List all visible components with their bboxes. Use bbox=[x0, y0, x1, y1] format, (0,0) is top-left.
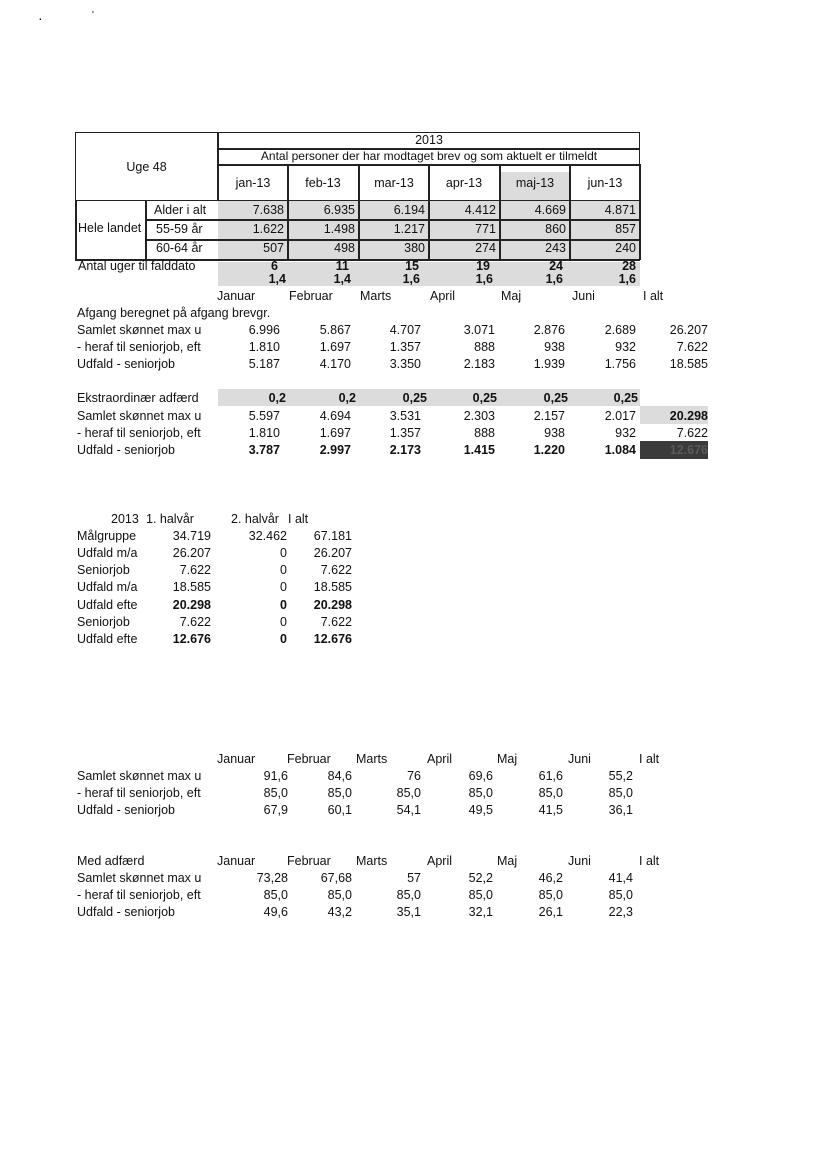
col-header: April bbox=[430, 289, 456, 303]
cell: 12.676 bbox=[172, 632, 211, 646]
row-label: Alder i alt bbox=[154, 203, 207, 217]
cell: 7.622 bbox=[676, 340, 708, 354]
cell: 20.298 bbox=[313, 598, 352, 612]
weeks-cell: 11 bbox=[335, 259, 349, 273]
cell: 12.676 bbox=[313, 632, 352, 646]
cell: 6.194 bbox=[393, 203, 425, 217]
cell: 32.462 bbox=[248, 529, 287, 543]
cell: 1.217 bbox=[393, 222, 425, 236]
cell: 41,5 bbox=[538, 803, 563, 817]
cell: 4.871 bbox=[604, 203, 636, 217]
row-label: Samlet skønnet max u bbox=[77, 323, 202, 337]
cell: 12.676 bbox=[669, 443, 708, 457]
cell: 380 bbox=[404, 241, 425, 255]
row-label: Seniorjob bbox=[77, 615, 130, 629]
row-label: Udfald m/a bbox=[77, 580, 138, 594]
cell: 2.997 bbox=[319, 443, 351, 457]
col-header: April bbox=[427, 854, 453, 868]
col-header: Januar bbox=[217, 854, 256, 868]
col-header: Februar bbox=[289, 289, 333, 303]
cell: 1.810 bbox=[248, 340, 280, 354]
cell: 7.622 bbox=[179, 615, 211, 629]
cell: 3.071 bbox=[463, 323, 495, 337]
cell: 61,6 bbox=[538, 769, 563, 783]
cell: 34.719 bbox=[172, 529, 211, 543]
month-header: apr-13 bbox=[445, 176, 483, 190]
cell: 67.181 bbox=[313, 529, 352, 543]
cell: 85,0 bbox=[396, 888, 421, 902]
cell: 938 bbox=[544, 426, 565, 440]
cell: 18.585 bbox=[669, 357, 708, 371]
col-header: Marts bbox=[360, 289, 392, 303]
summary-header: 2013 bbox=[111, 512, 139, 526]
row-label: Seniorjob bbox=[77, 563, 130, 577]
cell: 85,0 bbox=[263, 786, 288, 800]
cell: 55,2 bbox=[608, 769, 633, 783]
row-label: Målgruppe bbox=[77, 529, 137, 543]
month-header: jan-13 bbox=[235, 176, 271, 190]
table-subtitle: Antal personer der har modtaget brev og som aktuelt er tilmeldt bbox=[260, 149, 598, 163]
cell: 2.017 bbox=[604, 409, 636, 423]
cell: 857 bbox=[615, 222, 636, 236]
factor-cell: 0,25 bbox=[543, 391, 568, 405]
scan-tick-mark: ' bbox=[92, 10, 94, 21]
cell: 52,2 bbox=[468, 871, 493, 885]
col-header: Juni bbox=[572, 289, 595, 303]
cell: 26.207 bbox=[669, 323, 708, 337]
cell: 32,1 bbox=[468, 905, 493, 919]
cell: 7.638 bbox=[252, 203, 284, 217]
row-label: Udfald efte bbox=[77, 632, 138, 646]
week-label: Uge 48 bbox=[126, 160, 167, 174]
row-label: Udfald m/a bbox=[77, 546, 138, 560]
row-label: Samlet skønnet max u bbox=[77, 871, 202, 885]
factor-cell: 0,2 bbox=[268, 391, 286, 405]
cell: 26,1 bbox=[538, 905, 563, 919]
cell: 57 bbox=[407, 871, 421, 885]
row-label: Udfald - seniorjob bbox=[77, 905, 175, 919]
cell: 888 bbox=[474, 340, 495, 354]
cell: 860 bbox=[545, 222, 566, 236]
scan-dot-mark: · bbox=[38, 10, 43, 26]
cell: 507 bbox=[263, 241, 284, 255]
summary-header: I alt bbox=[288, 512, 309, 526]
cell: 26.207 bbox=[172, 546, 211, 560]
row-label: - heraf til seniorjob, eft bbox=[77, 786, 201, 800]
cell: 20.298 bbox=[172, 598, 211, 612]
year-header: 2013 bbox=[415, 133, 443, 147]
col-header: Februar bbox=[287, 854, 331, 868]
row-label: 55-59 år bbox=[156, 222, 203, 236]
cell: 3.350 bbox=[389, 357, 421, 371]
row-label: Udfald - seniorjob bbox=[77, 357, 175, 371]
cell: 85,0 bbox=[396, 786, 421, 800]
cell: 1.939 bbox=[533, 357, 565, 371]
weeks-cell: 6 bbox=[271, 259, 278, 273]
cell: 85,0 bbox=[538, 786, 563, 800]
cell: 67,68 bbox=[320, 871, 352, 885]
col-header: I alt bbox=[639, 752, 660, 766]
cell: 3.531 bbox=[389, 409, 421, 423]
row-divider-1 bbox=[145, 219, 640, 221]
cell: 498 bbox=[334, 241, 355, 255]
col-header: Maj bbox=[497, 854, 518, 868]
cell: 49,6 bbox=[263, 905, 288, 919]
cell: 2.303 bbox=[463, 409, 495, 423]
cell: 85,0 bbox=[327, 786, 352, 800]
cell: 4.412 bbox=[464, 203, 496, 217]
cell: 49,5 bbox=[468, 803, 493, 817]
cell: 85,0 bbox=[608, 888, 633, 902]
cell: 35,1 bbox=[396, 905, 421, 919]
cell: 54,1 bbox=[396, 803, 421, 817]
section-note: Afgang beregnet på afgang brevgr. bbox=[77, 306, 271, 320]
cell: 4.707 bbox=[389, 323, 421, 337]
cell: 43,2 bbox=[327, 905, 352, 919]
factor-cell: 1,6 bbox=[545, 272, 563, 286]
cell: 85,0 bbox=[538, 888, 563, 902]
cell: 18.585 bbox=[172, 580, 211, 594]
summary-header: 1. halvår bbox=[146, 512, 194, 526]
cell: 26.207 bbox=[313, 546, 352, 560]
cell: 1.220 bbox=[533, 443, 565, 457]
row-label: - heraf til seniorjob, eft bbox=[77, 888, 201, 902]
month-header: maj-13 bbox=[515, 176, 555, 190]
cell: 22,3 bbox=[608, 905, 633, 919]
cell: 4.669 bbox=[534, 203, 566, 217]
cell: 85,0 bbox=[263, 888, 288, 902]
cell: 5.597 bbox=[248, 409, 280, 423]
data-left-line bbox=[75, 200, 77, 260]
cell: 85,0 bbox=[327, 888, 352, 902]
cell: 6.935 bbox=[323, 203, 355, 217]
cell: 932 bbox=[615, 426, 636, 440]
cell: 1.697 bbox=[319, 340, 351, 354]
row-label: Udfald efte bbox=[77, 598, 138, 612]
cell: 0 bbox=[280, 580, 287, 594]
cell: 84,6 bbox=[327, 769, 352, 783]
col-header: Juni bbox=[568, 752, 591, 766]
cell: 274 bbox=[475, 241, 496, 255]
factor-cell: 1,6 bbox=[618, 272, 636, 286]
section-label: Ekstraordinær adfærd bbox=[77, 391, 199, 405]
cell: 1.622 bbox=[252, 222, 284, 236]
cell: 69,6 bbox=[468, 769, 493, 783]
cell: 20.298 bbox=[669, 409, 708, 423]
cell: 3.787 bbox=[248, 443, 280, 457]
factor-cell: 0,25 bbox=[472, 391, 497, 405]
col-header: Marts bbox=[356, 854, 388, 868]
cell: 4.694 bbox=[319, 409, 351, 423]
col-header: April bbox=[427, 752, 453, 766]
cell: 7.622 bbox=[320, 563, 352, 577]
cell: 4.170 bbox=[319, 357, 351, 371]
col-header: I alt bbox=[643, 289, 664, 303]
factor-cell: 1,6 bbox=[475, 272, 493, 286]
row-label: Udfald - seniorjob bbox=[77, 803, 175, 817]
cell: 1.810 bbox=[248, 426, 280, 440]
row-label: Samlet skønnet max u bbox=[77, 769, 202, 783]
row-label: - heraf til seniorjob, eft bbox=[77, 340, 201, 354]
cell: 1.756 bbox=[604, 357, 636, 371]
col-header: Maj bbox=[501, 289, 522, 303]
cell: 7.622 bbox=[676, 426, 708, 440]
weeks-cell: 24 bbox=[549, 259, 563, 273]
cell: 938 bbox=[544, 340, 565, 354]
cell: 5.867 bbox=[319, 323, 351, 337]
weeks-cell: 28 bbox=[622, 259, 636, 273]
cell: 36,1 bbox=[608, 803, 633, 817]
cell: 932 bbox=[615, 340, 636, 354]
row-label: - heraf til seniorjob, eft bbox=[77, 426, 201, 440]
cell: 7.622 bbox=[320, 615, 352, 629]
cell: 1.415 bbox=[463, 443, 495, 457]
row-label: Samlet skønnet max u bbox=[77, 409, 202, 423]
cell: 771 bbox=[475, 222, 496, 236]
col-header: I alt bbox=[639, 854, 660, 868]
cell: 18.585 bbox=[313, 580, 352, 594]
col-header: Juni bbox=[568, 854, 591, 868]
pct2-title: Med adfærd bbox=[77, 854, 145, 868]
region-label: Hele landet bbox=[78, 221, 142, 235]
cell: 76 bbox=[407, 769, 421, 783]
row-label: 60-64 år bbox=[156, 241, 203, 255]
cell: 0 bbox=[280, 632, 287, 646]
cell: 240 bbox=[615, 241, 636, 255]
cell: 1.498 bbox=[323, 222, 355, 236]
cell: 2.173 bbox=[389, 443, 421, 457]
cell: 2.689 bbox=[604, 323, 636, 337]
cell: 46,2 bbox=[538, 871, 563, 885]
cell: 1.697 bbox=[319, 426, 351, 440]
cell: 41,4 bbox=[608, 871, 633, 885]
weeks-label: Antal uger til falddato bbox=[78, 259, 196, 273]
cell: 60,1 bbox=[327, 803, 352, 817]
cell: 5.187 bbox=[248, 357, 280, 371]
factor-cell: 0,25 bbox=[613, 391, 638, 405]
month-header: mar-13 bbox=[374, 176, 414, 190]
cell: 2.157 bbox=[533, 409, 565, 423]
cell: 2.183 bbox=[463, 357, 495, 371]
month-header: feb-13 bbox=[305, 176, 341, 190]
cell: 1.357 bbox=[389, 340, 421, 354]
cell: 67,9 bbox=[263, 803, 288, 817]
weeks-cell: 19 bbox=[476, 259, 490, 273]
cell: 7.622 bbox=[179, 563, 211, 577]
col-header: Maj bbox=[497, 752, 518, 766]
cell: 0 bbox=[280, 563, 287, 577]
cell: 73,28 bbox=[256, 871, 288, 885]
col-header: Februar bbox=[287, 752, 331, 766]
month-header: jun-13 bbox=[587, 176, 623, 190]
cell: 2.876 bbox=[533, 323, 565, 337]
cell: 85,0 bbox=[608, 786, 633, 800]
weeks-cell: 15 bbox=[405, 259, 419, 273]
cell: 85,0 bbox=[468, 786, 493, 800]
cell: 1.357 bbox=[389, 426, 421, 440]
cell: 0 bbox=[280, 598, 287, 612]
summary-header: 2. halvår bbox=[231, 512, 279, 526]
cell: 888 bbox=[474, 426, 495, 440]
cell: 243 bbox=[545, 241, 566, 255]
col-header: Januar bbox=[217, 289, 256, 303]
factor-cell: 1,6 bbox=[402, 272, 420, 286]
factor-cell: 0,2 bbox=[338, 391, 356, 405]
factor-cell: 0,25 bbox=[402, 391, 427, 405]
factor-cell: 1,4 bbox=[333, 272, 351, 286]
cell: 1.084 bbox=[604, 443, 636, 457]
col-header: Januar bbox=[217, 752, 256, 766]
cell: 0 bbox=[280, 546, 287, 560]
region-divider bbox=[145, 200, 147, 260]
cell: 91,6 bbox=[263, 769, 288, 783]
cell: 85,0 bbox=[468, 888, 493, 902]
row-label: Udfald - seniorjob bbox=[77, 443, 175, 457]
cell: 0 bbox=[280, 615, 287, 629]
factor-cell: 1,4 bbox=[268, 272, 286, 286]
cell: 6.996 bbox=[248, 323, 280, 337]
col-header: Marts bbox=[356, 752, 388, 766]
